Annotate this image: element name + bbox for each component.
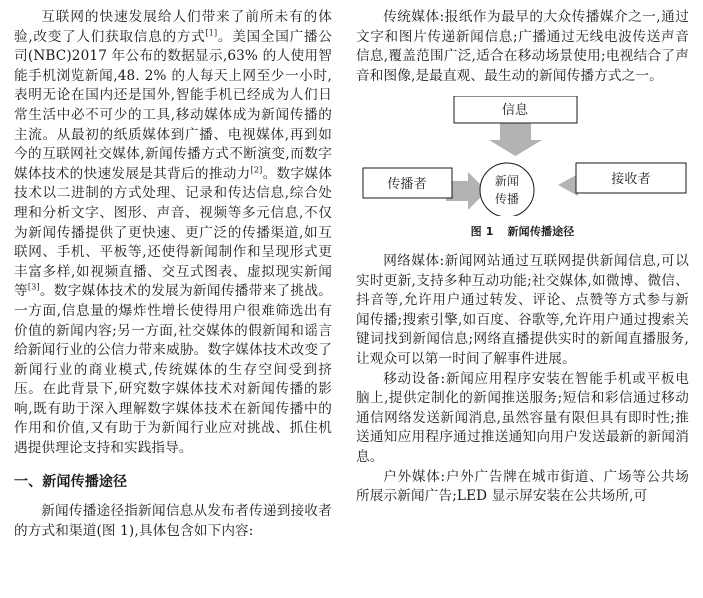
- down-arrow-icon: [489, 118, 542, 156]
- news-circle: [480, 163, 534, 216]
- section-heading: 一、新闻传播途径: [14, 473, 128, 490]
- traditional-media-paragraph: 传统媒体:报纸作为最早的大众传播媒介之一,通过文字和图片传递新闻信息;广播通过无线电波传送声音信息,覆盖范围广泛,适合在移动场景使用;电视结合了声音和图像,是最直观、最生动的新闻传播方式之一。: [356, 9, 689, 84]
- figure-diagram: [356, 96, 689, 216]
- outdoor-media-paragraph: 户外媒体:户外广告牌在城市街道、广场等公共场所展示新闻广告;LED 显示屏安装在公共场所,可: [356, 468, 689, 505]
- right-column: [356, 8, 689, 507]
- citation-2: [2]: [250, 165, 263, 175]
- network-media-paragraph: 网络媒体:新闻网站通过互联网提供新闻信息,可以实时更新,支持多种互动功能;社交媒体,如微博、微信、抖音等,允许用户通过转发、评论、点赞等方式参与新闻传播;搜索引擎,如百度、谷歌等,允许用户通过搜索关键词找到新闻信息;网络直播提供实时的新闻直播服务,让观众可以第一时间了解事件进展。: [356, 252, 689, 367]
- info-label: 信息: [501, 103, 529, 119]
- intro-text-1: 互联网的快速发展给人们带来了前所未有的体验,改变了人们获取信息的方式: [14, 9, 332, 45]
- intro-paragraph: [14, 8, 332, 459]
- news-channel-figure: [356, 96, 689, 216]
- citation-3: [3]: [27, 282, 40, 292]
- citation-1: [1]: [205, 28, 218, 38]
- news-label: 新闻: [494, 174, 520, 189]
- figure-number: 图 1: [470, 225, 494, 239]
- section-paragraph: 新闻传播途径指新闻信息从发布者传递到接收者的方式和渠道(图 1),具体包含如下内容:: [14, 503, 332, 539]
- intro-text-3: 。数字媒体技术以二进制的方式处理、记录和传达信息,综合处理和分析文字、图形、声音、视频等多元信息,不仅为新闻传播提供了更快速、更广泛的传播渠道,如互联网、手机、平板等,还使得新闻制作和呈现形式更丰富多样,如视频直播、交互式图表、虚拟现实新闻等: [14, 165, 332, 300]
- mobile-device-paragraph: 移动设备:新闻应用程序安装在智能手机或平板电脑上,提供定制化的新闻推送服务;短信和彩信通过移动通信网络发送新闻消息,虽然容量有限但具有即时性;推送通知应用程序通过推送通知向用户发送最新的新闻消息。: [356, 370, 689, 465]
- sender-label: 传播者: [387, 177, 427, 193]
- receiver-label: 接收者: [611, 172, 651, 188]
- left-arrow-icon: [558, 174, 578, 196]
- figure-caption: [356, 222, 689, 242]
- left-column: [14, 8, 332, 541]
- spread-label: 传播: [494, 192, 520, 207]
- figure-title: 新闻传播途径: [507, 225, 575, 239]
- intro-text-4: 。数字媒体技术的发展为新闻传播带来了挑战。一方面,信息量的爆炸性增长使得用户很难筛选出有价值的新闻内容;另一方面,社交媒体的假新闻和谣言给新闻行业的公信力带来威胁。数字媒体技术改变了新闻行业的商业模式,传统媒体的生存空间受到挤压。在此背景下,研究数字媒体技术对新闻传播的影响,既有助于深入理解数字媒体技术在新闻传播中的作用和价值,又有助于为新闻行业应对挑战、抓住机遇提供理论支持和实践指导。: [14, 283, 332, 457]
- intro-text-2: 。美国全国广播公司(NBC)2017 年公布的数据显示,63% 的人使用智能手机浏览新闻,48. 2% 的人每天上网至少一小时,表明无论在国内还是国外,智能手机已经成为人们日常生活中必不可少的工具,移动媒体成为新闻传播的主流。从最初的纸质媒体到广播、电视媒体,再到如今的互联网社交媒体,新闻传播方式不断演变,而数字媒体技术的快速发展是其背后的推动力: [14, 28, 332, 182]
